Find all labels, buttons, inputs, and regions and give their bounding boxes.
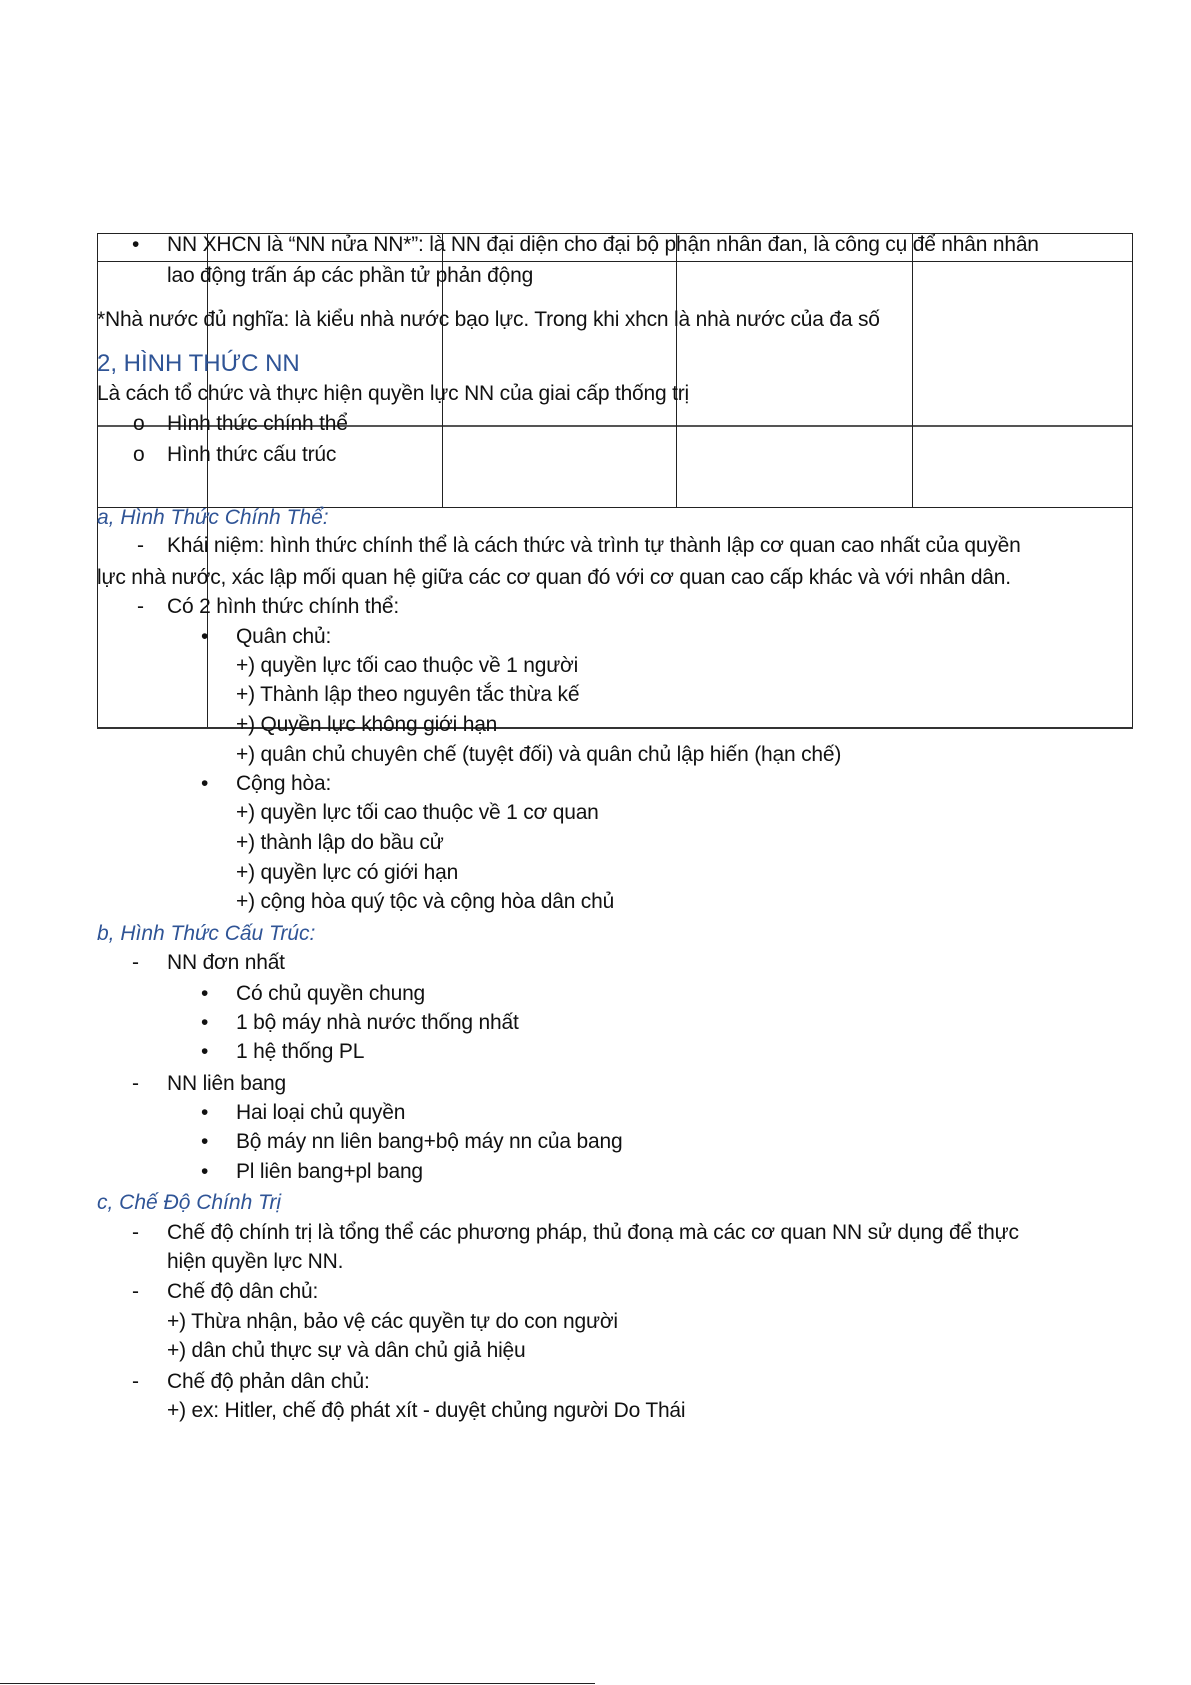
forms-count-text: Có 2 hình thức chính thể: [167,595,400,618]
bullet-marker: • [201,1101,209,1124]
republic-point: +) quyền lực có giới hạn [236,861,459,884]
federal-point: Bộ máy nn liên bang+bộ máy nn của bang [236,1130,623,1153]
dash-marker: - [132,951,139,974]
table-col-line [912,233,913,507]
monarchy-point: +) quyền lực tối cao thuộc về 1 người [236,654,579,677]
bullet-text: NN XHCN là “NN nửa NN*”: là NN đại diện cho đại bộ phận nhân đan, là công cụ để nhân nhân [167,233,1039,256]
bullet-marker: • [201,1011,209,1034]
democratic-point: +) Thừa nhận, bảo vệ các quyền tự do con người [167,1310,618,1333]
democratic-point: +) dân chủ thực sự và dân chủ giả hiệu [167,1339,526,1362]
bullet-marker: • [132,233,140,256]
regime-definition-cont: hiện quyền lực NN. [167,1250,344,1273]
concept-text: Khái niệm: hình thức chính thể là cách thức và trình tự thành lập cơ quan cao nhất của quyền [167,534,1021,557]
bullet-marker: • [201,772,209,795]
federal-point: Pl liên bang+pl bang [236,1160,423,1183]
subheading-b: b, Hình Thức Cấu Trúc: [97,922,316,945]
monarchy-label: Quân chủ: [236,625,332,648]
section-heading: 2, HÌNH THỨC NN [97,350,300,377]
unitary-label: NN đơn nhất [167,951,285,974]
unitary-point: Có chủ quyền chung [236,982,426,1005]
dash-marker: - [132,1280,139,1303]
dash-marker: - [132,1072,139,1095]
form-item: Hình thức chính thể [167,412,348,435]
circle-marker: o [133,443,145,466]
unitary-point: 1 hệ thống PL [236,1040,365,1063]
circle-marker: o [133,412,145,435]
footnote-separator [0,1683,595,1684]
republic-label: Cộng hòa: [236,772,332,795]
table-col-line [676,233,677,507]
anti-democratic-label: Chế độ phản dân chủ: [167,1370,370,1393]
definition-text: Là cách tổ chức và thực hiện quyền lực NN của giai cấp thống trị [97,382,690,405]
unitary-point: 1 bộ máy nhà nước thống nhất [236,1011,519,1034]
subheading-c: c, Chế Độ Chính Trị [97,1191,282,1214]
federal-point: Hai loại chủ quyền [236,1101,406,1124]
republic-point: +) thành lập do bầu cử [236,831,444,854]
subheading-a: a, Hình Thức Chính Thể: [97,506,329,529]
monarchy-point: +) Thành lập theo nguyên tắc thừa kế [236,683,580,706]
bullet-marker: • [201,1040,209,1063]
bullet-marker: • [201,1130,209,1153]
bullet-marker: • [201,625,209,648]
anti-democratic-point: +) ex: Hitler, chế độ phát xít - duyệt chủng người Do Thái [167,1399,686,1422]
federal-label: NN liên bang [167,1072,287,1095]
form-item: Hình thức cấu trúc [167,443,337,466]
dash-marker: - [132,1221,139,1244]
bullet-text-cont: lao động trấn áp các phần tử phản động [167,264,534,287]
republic-point: +) quyền lực tối cao thuộc về 1 cơ quan [236,801,599,824]
table-col-line [1132,233,1133,727]
dash-marker: - [137,595,144,618]
concept-text-cont: lực nhà nước, xác lập mối quan hệ giữa các cơ quan đó với cơ quan cao cấp khác và với nhân dân. [97,566,1011,589]
dash-marker: - [132,1370,139,1393]
note-text: *Nhà nước đủ nghĩa: là kiểu nhà nước bạo lực. Trong khi xhcn là nhà nước của đa số [97,308,880,331]
republic-point: +) cộng hòa quý tộc và cộng hòa dân chủ [236,890,615,913]
monarchy-point: +) Quyền lực không giới hạn [236,713,498,736]
table-row-line [97,261,1133,262]
monarchy-point: +) quân chủ chuyên chế (tuyệt đối) và quân chủ lập hiến (hạn chế) [236,743,842,766]
bullet-marker: • [201,982,209,1005]
democratic-label: Chế độ dân chủ: [167,1280,319,1303]
regime-definition: Chế độ chính trị là tổng thể các phương pháp, thủ đonạ mà các cơ quan NN sử dụng để thực [167,1221,1019,1244]
dash-marker: - [137,534,144,557]
bullet-marker: • [201,1160,209,1183]
